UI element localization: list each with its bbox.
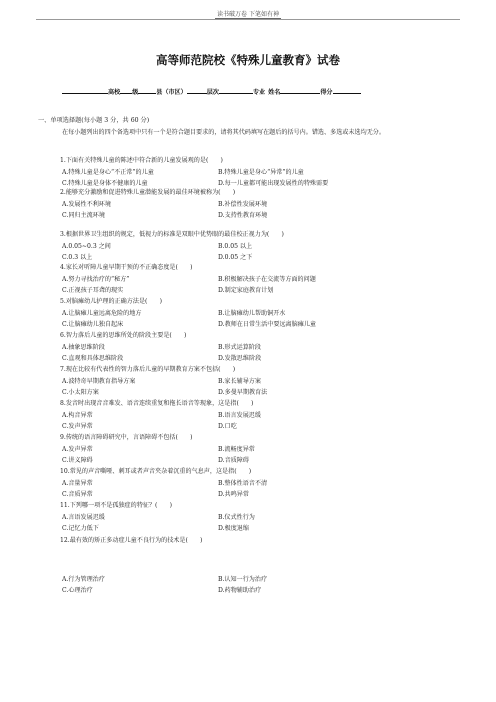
question-stem: 3.根据世界卫生组织的规定，低视力的标准是双眼中优势眼的最佳校正视力为( ) xyxy=(60,231,284,238)
section-instructions: 在每小题列出的四个备选项中只有一个是符合题目要求的，请将其代码填写在题后的括号内。错选、多选或未选均无分。 xyxy=(62,129,385,136)
answer-option[interactable]: B.流畅度异常 xyxy=(218,445,255,453)
answer-option[interactable]: C.0.3 以上 xyxy=(62,253,93,261)
answer-option[interactable]: A.行为管理治疗 xyxy=(62,576,105,583)
answer-option[interactable]: A.抽象思维阶段 xyxy=(62,343,105,351)
answer-option[interactable]: B.认知一行为治疗 xyxy=(218,576,268,583)
answer-option[interactable]: B.特殊儿童是身心“异常”的儿童 xyxy=(218,168,304,176)
answer-option[interactable]: C.小太阳方案 xyxy=(62,388,99,396)
major-label: 专业 xyxy=(252,89,266,96)
answer-option[interactable]: D.发散思维阶段 xyxy=(218,354,262,362)
header-note: 读书破万卷 下笔如有神 xyxy=(217,11,279,18)
major-blank[interactable] xyxy=(219,87,253,94)
answer-option[interactable]: D.多曼早期教育法 xyxy=(218,388,268,396)
answer-option[interactable]: B.让脑瘫幼儿帮助铜开水 xyxy=(218,309,286,317)
header-rule xyxy=(36,19,460,20)
answer-option[interactable]: C.特殊儿童是身体不健康的儿童 xyxy=(62,179,148,187)
student-info-line xyxy=(62,87,472,96)
answer-option[interactable]: A.0.05~0.3 之间 xyxy=(62,242,111,250)
answer-option[interactable]: B.0.05 以上 xyxy=(218,242,253,250)
question-stem: 1.下面有关特殊儿童的陈述中符合新的儿童发展观的是( ) xyxy=(60,157,223,164)
answer-option[interactable]: A.特殊儿童是身心“不正常”的儿童 xyxy=(62,168,154,176)
answer-option[interactable]: D.0.05 之下 xyxy=(218,253,253,261)
section-heading: 一、单项选择题(每小题 3 分，共 60 分) xyxy=(38,117,150,124)
level-blank[interactable] xyxy=(187,87,207,94)
answer-option[interactable]: A.让脑瘫儿童远离危险的地方 xyxy=(62,309,142,317)
county-label: 县（市区） xyxy=(156,89,187,96)
question-stem: 12.最有效的矫正多动症儿童不良行为的技术是( ) xyxy=(60,537,203,544)
answer-option[interactable]: A.构音异常 xyxy=(62,411,93,419)
question-stem: 7.现在比较有代表性的智力落后儿童的早期教育方案不包括( ) xyxy=(60,366,236,373)
answer-option[interactable]: D.每一儿童都可能出现发展性的特殊需要 xyxy=(218,179,329,187)
answer-option[interactable]: B.积极解决孩子在交流等方面的问题 xyxy=(218,275,316,283)
answer-option[interactable]: A.发声异常 xyxy=(62,445,93,453)
answer-option[interactable]: D.极度退缩 xyxy=(218,524,249,532)
answer-option[interactable]: C.音质异常 xyxy=(62,490,93,498)
level-label: 层次 xyxy=(206,89,219,96)
question-stem: 6.智力落后儿童的思维所处的阶段主要是( ) xyxy=(60,332,187,339)
answer-option[interactable]: A.音量异常 xyxy=(62,479,93,487)
answer-option[interactable]: C.正视孩子耳聋的现实 xyxy=(62,286,124,294)
answer-option[interactable]: D.支持性教育环境 xyxy=(218,211,268,219)
answer-option[interactable]: A.言语发展迟缓 xyxy=(62,513,105,521)
answer-option[interactable]: D.音质障碍 xyxy=(218,456,249,464)
grade-blank[interactable] xyxy=(120,87,132,94)
answer-option[interactable]: C.讲义障碍 xyxy=(62,456,93,464)
question-stem: 4.家长对听障儿童早期干预的不正确态度是( ) xyxy=(60,264,193,271)
answer-option[interactable]: C.记忆力低下 xyxy=(62,524,99,532)
answer-option[interactable]: C.让脑瘫幼儿独自起床 xyxy=(62,320,124,328)
answer-option[interactable]: A.发展性不利环境 xyxy=(62,200,111,208)
school-label: 高校 xyxy=(108,89,121,96)
exam-title: 高等师范院校《特殊儿童教育》试卷 xyxy=(156,53,340,67)
name-blank[interactable] xyxy=(280,87,320,94)
answer-option[interactable]: C.心理治疗 xyxy=(62,587,93,594)
county-blank[interactable] xyxy=(138,87,156,94)
answer-option[interactable]: D.制定家庭教育计划 xyxy=(218,286,274,294)
answer-option[interactable]: C.直观和具体思维阶段 xyxy=(62,354,124,362)
answer-option[interactable]: D.口吃 xyxy=(218,422,237,430)
question-stem: 9.传统的语言障碍研究中，言语障碍不包括( ) xyxy=(60,434,193,441)
school-blank[interactable] xyxy=(62,87,108,94)
question-stem: 2.能够充分激励和促进特殊儿童潜能发展的最佳环境被称为( ) xyxy=(60,189,236,196)
answer-option[interactable]: D.药物辅助治疗 xyxy=(218,587,262,594)
answer-option[interactable]: B.形式运算阶段 xyxy=(218,343,261,351)
score-blank[interactable] xyxy=(333,87,361,94)
question-stem: 11.下列哪一项不是孤独症的特征？( ) xyxy=(60,502,172,509)
score-label: 得分 xyxy=(320,89,333,96)
answer-option[interactable]: B.家长辅导方案 xyxy=(218,377,261,385)
answer-option[interactable]: C.同归主流环境 xyxy=(62,211,105,219)
answer-option[interactable]: B.仪式性行为 xyxy=(218,513,255,521)
answer-option[interactable]: B.语言发展迟缓 xyxy=(218,411,261,419)
answer-option[interactable]: B.补偿性发展环境 xyxy=(218,200,268,208)
question-stem: 10.常见的声音嘶哑、刺耳或者声音夹杂着沉重的气息声，这是指( ) xyxy=(60,468,252,475)
answer-option[interactable]: C.发声异常 xyxy=(62,422,93,430)
class-label: 级 xyxy=(132,89,139,96)
answer-option[interactable]: D.教师在日常生活中要远离脑瘫儿童 xyxy=(218,320,317,328)
answer-option[interactable]: D.共鸣异常 xyxy=(218,490,249,498)
question-stem: 5.对脑瘫幼儿护理的正确方法是( ) xyxy=(60,298,162,305)
answer-option[interactable]: A.努力寻找治疗的“秘方” xyxy=(62,275,130,283)
name-label: 姓名 xyxy=(268,89,281,96)
answer-option[interactable]: A.波特奇早期教育指导方案 xyxy=(62,377,136,385)
answer-option[interactable]: B.整体性语音不清 xyxy=(218,479,268,487)
question-stem: 8.发音时出现音音难发、语音连续重复和拖长语音等现象，这是指( ) xyxy=(60,400,254,407)
